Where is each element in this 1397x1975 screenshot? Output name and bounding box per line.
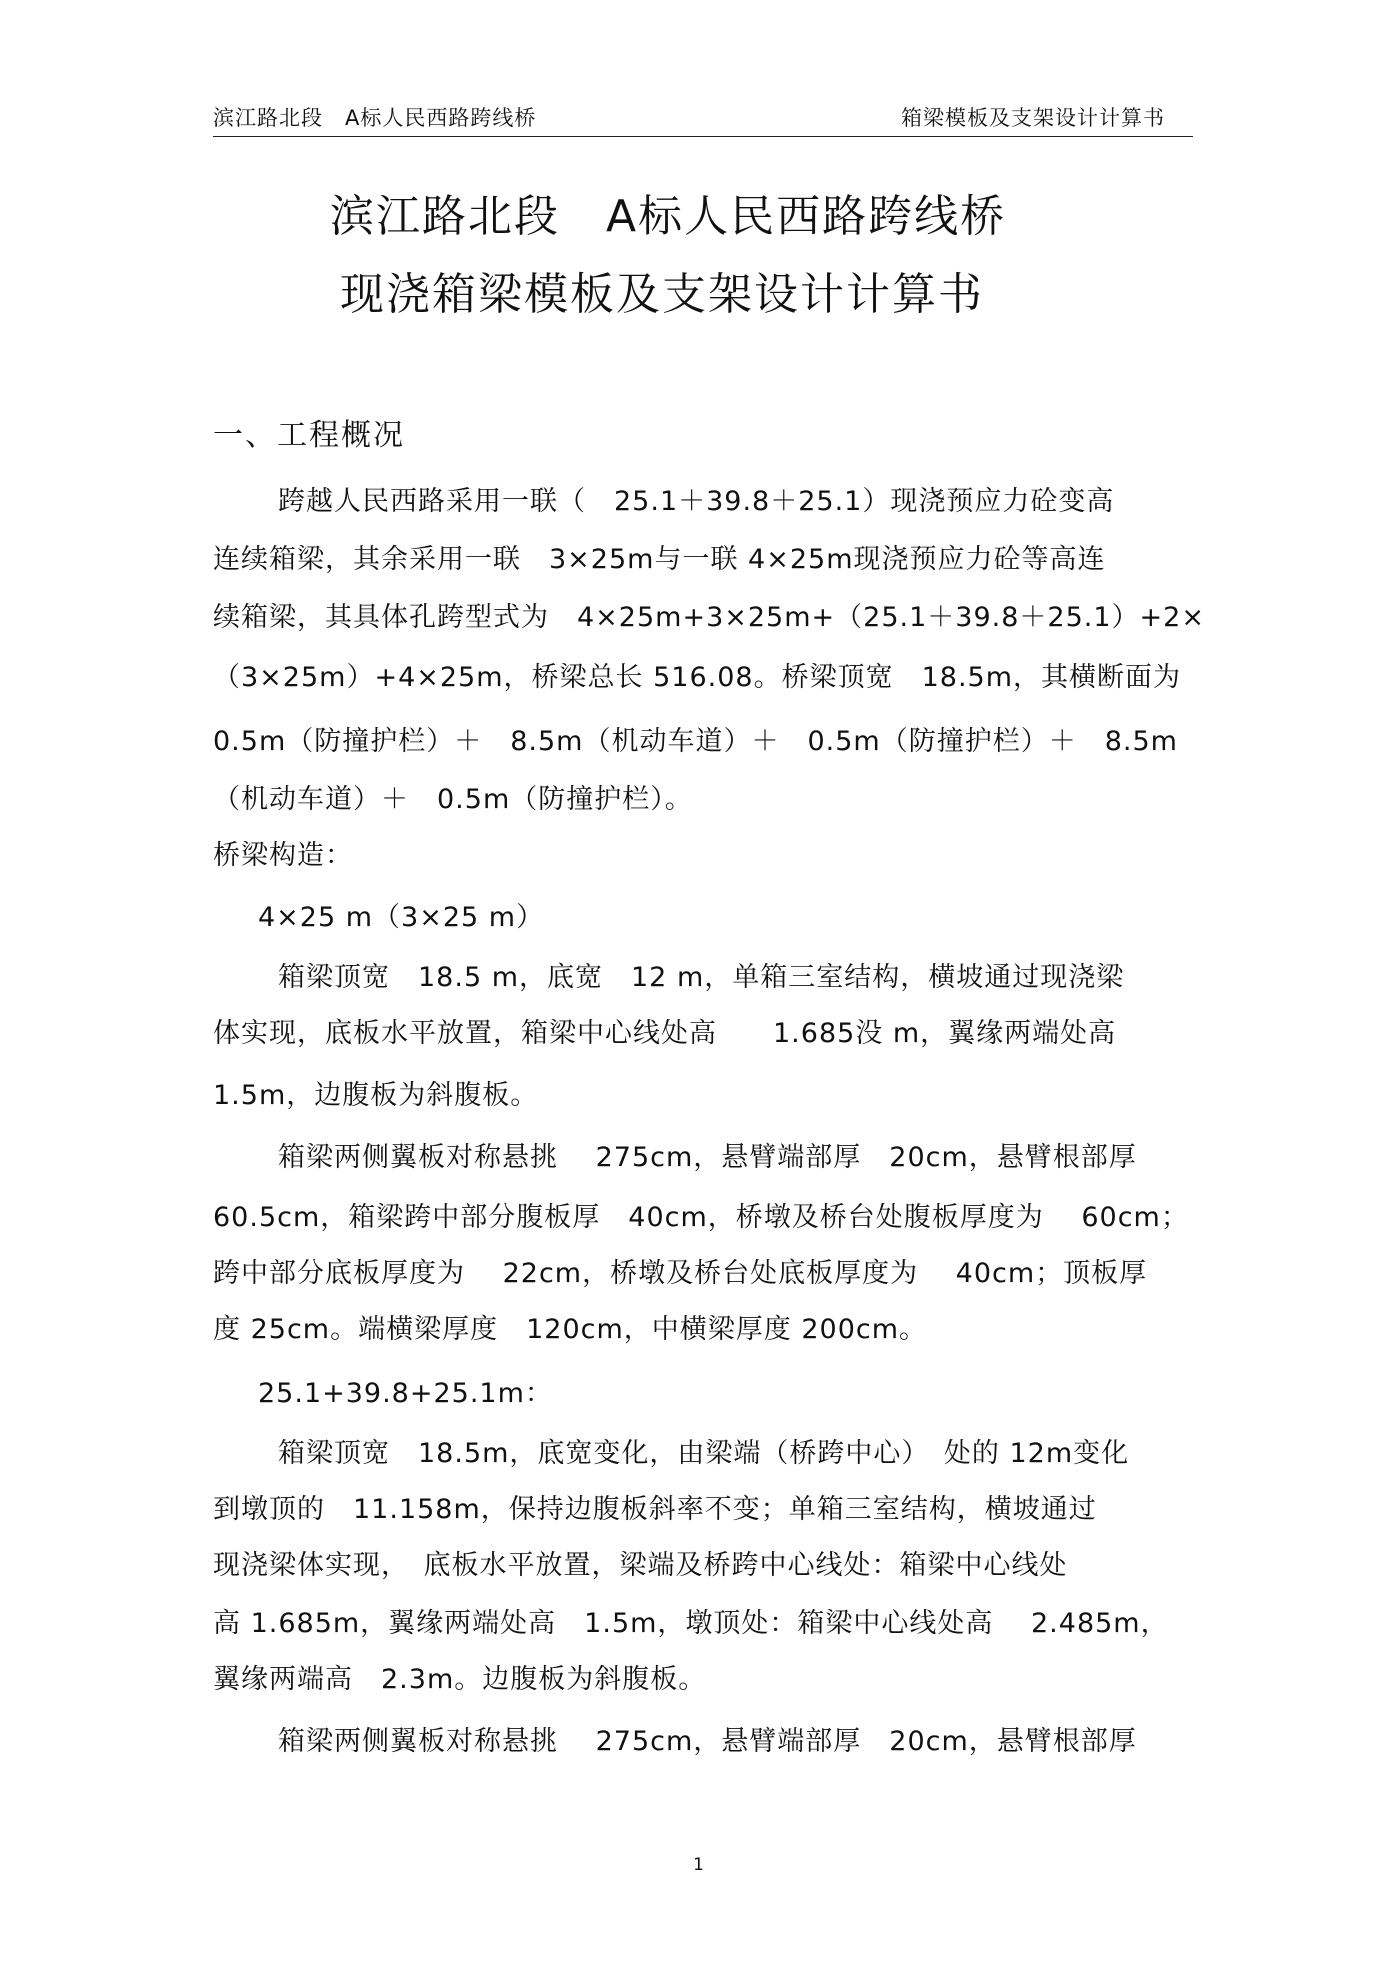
paragraph-line: 箱梁顶宽 18.5 m，底宽 12 m，单箱三室结构，横坡通过现浇梁 <box>278 962 1125 993</box>
document-title-line-1: 滨江路北段 A标人民西路跨线桥 <box>330 191 1007 242</box>
header-project-name: 滨江路北段 A标人民西路跨线桥 <box>213 106 537 130</box>
paragraph-line: 高 1.685m，翼缘两端处高 1.5m，墩顶处：箱梁中心线处高 2.485m， <box>213 1608 1169 1639</box>
paragraph-line: 跨越人民西路采用一联（ 25.1＋39.8＋25.1）现浇预应力砼变高 <box>278 486 1115 517</box>
paragraph-line: 箱梁两侧翼板对称悬挑 275cm，悬臂端部厚 20cm，悬臂根部厚 <box>278 1726 1137 1757</box>
subheading-span-type-25m: 4×25 m（3×25 m） <box>258 902 545 933</box>
subheading-bridge-structure: 桥梁构造： <box>213 840 353 871</box>
header-document-name: 箱梁模板及支架设计计算书 <box>901 106 1165 130</box>
paragraph-line: （3×25m）+4×25m，桥梁总长 516.08。桥梁顶宽 18.5m，其横断面为 <box>213 662 1182 693</box>
paragraph-line: 0.5m（防撞护栏）＋ 8.5m（机动车道）＋ 0.5m（防撞护栏）＋ 8.5m <box>213 726 1178 757</box>
paragraph-line: 跨中部分底板厚度为 22cm，桥墩及桥台处底板厚度为 40cm；顶板厚 <box>213 1258 1148 1289</box>
page-header <box>213 102 1193 137</box>
paragraph-line: 连续箱梁，其余采用一联 3×25m与一联 4×25m现浇预应力砼等高连 <box>213 544 1106 575</box>
paragraph-line: 箱梁两侧翼板对称悬挑 275cm，悬臂端部厚 20cm，悬臂根部厚 <box>278 1142 1137 1173</box>
subheading-span-type-variable: 25.1+39.8+25.1m： <box>258 1378 553 1409</box>
paragraph-line: 1.5m，边腹板为斜腹板。 <box>213 1080 539 1111</box>
paragraph-line: 翼缘两端高 2.3m。边腹板为斜腹板。 <box>213 1664 707 1695</box>
document-title-line-2: 现浇箱梁模板及支架设计计算书 <box>340 269 984 320</box>
paragraph-line: 现浇梁体实现， 底板水平放置，梁端及桥跨中心线处：箱梁中心线处 <box>213 1550 1068 1581</box>
paragraph-line: （机动车道）＋ 0.5m（防撞护栏）。 <box>213 784 693 815</box>
paragraph-line: 到墩顶的 11.158m，保持边腹板斜率不变；单箱三室结构，横坡通过 <box>213 1494 1097 1525</box>
paragraph-line: 体实现，底板水平放置，箱梁中心线处高 1.685没 m，翼缘两端处高 <box>213 1018 1117 1049</box>
paragraph-line: 续箱梁，其具体孔跨型式为 4×25m+3×25m+（25.1＋39.8＋25.1）+2× <box>213 602 1205 633</box>
paragraph-line: 60.5cm，箱梁跨中部分腹板厚 40cm，桥墩及桥台处腹板厚度为 60cm； <box>213 1202 1189 1233</box>
page-number: 1 <box>693 1855 704 1875</box>
section-heading-project-overview: 一、工程概况 <box>213 418 405 453</box>
paragraph-line: 度 25cm。端横梁厚度 120cm，中横梁厚度 200cm。 <box>213 1314 928 1345</box>
paragraph-line: 箱梁顶宽 18.5m，底宽变化，由梁端（桥跨中心） 处的 12m变化 <box>278 1438 1130 1469</box>
